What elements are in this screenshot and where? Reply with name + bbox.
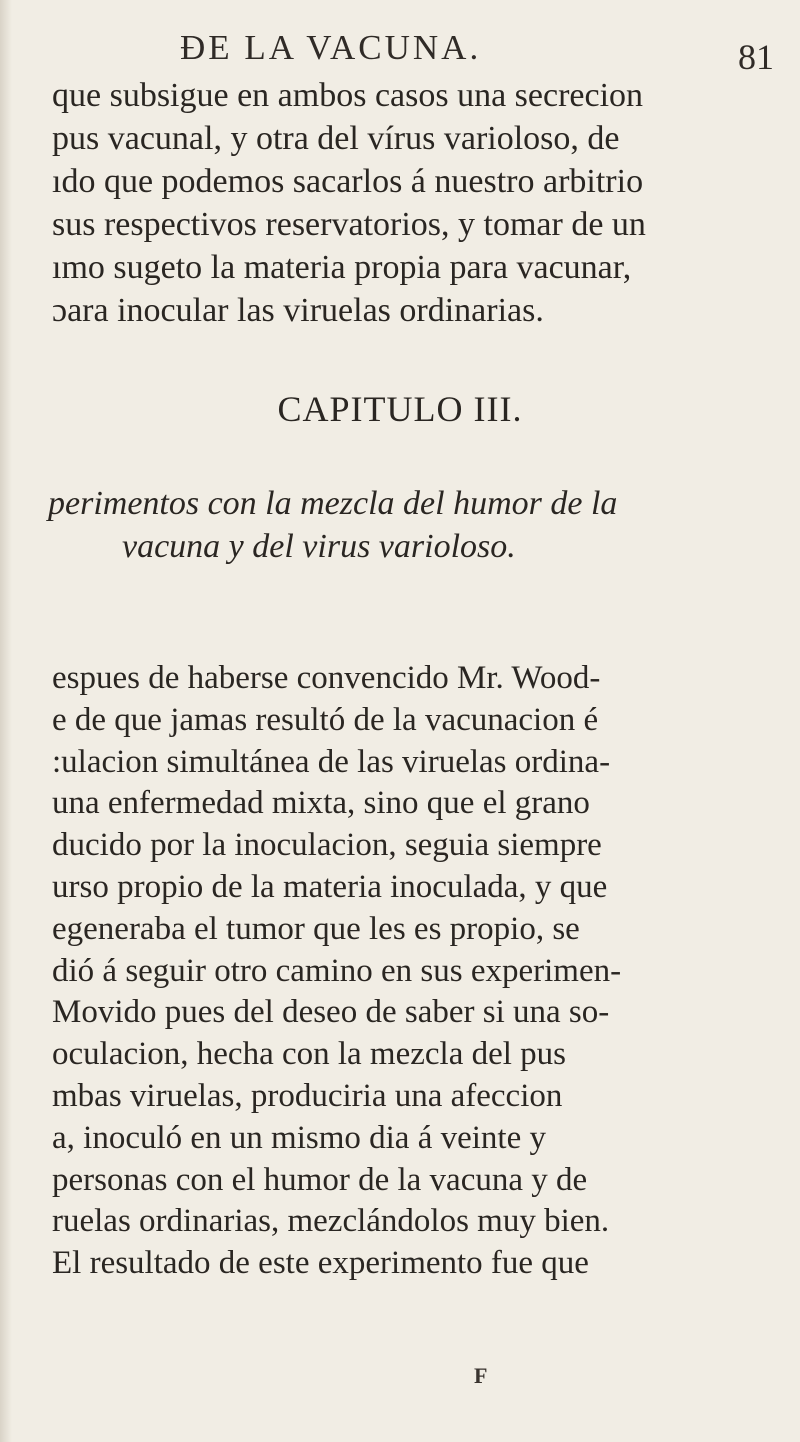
page-edge-shadow xyxy=(0,0,12,1442)
text-line: oculacion, hecha con la mezcla del pus xyxy=(52,1036,567,1073)
text-line: egeneraba el tumor que les es propio, se xyxy=(52,910,580,947)
text-line: una enfermedad mixta, sino que el grano xyxy=(52,785,590,822)
subtitle-line: vacuna y del virus varioloso. xyxy=(122,528,516,565)
text-line: ruelas ordinarias, mezclándolos muy bien. xyxy=(52,1203,610,1240)
text-line: ducido por la inoculacion, seguia siempre xyxy=(52,827,602,864)
chapter-subtitle xyxy=(48,482,770,568)
paragraph-bottom xyxy=(52,658,770,1285)
page-number: 81 xyxy=(738,37,774,77)
text-line: ıdo que podemos sacarlos á nuestro arbitrio xyxy=(52,163,644,200)
running-head: ÐE LA VACUNA. xyxy=(180,28,482,67)
text-line: mbas viruelas, produciria una afeccion xyxy=(52,1077,563,1114)
paragraph-top xyxy=(52,74,770,332)
text-line: e de que jamas resultó de la vacunacion é xyxy=(52,701,599,738)
text-line: sus respectivos reservatorios, y tomar de un xyxy=(52,206,646,243)
text-line: ımo sugeto la materia propia para vacunar, xyxy=(52,249,632,286)
text-line: espues de haberse convencido Mr. Wood- xyxy=(52,660,601,696)
text-line: urso propio de la materia inoculada, y que xyxy=(52,868,608,905)
text-line: :ulacion simultánea de las viruelas ordina- xyxy=(52,743,611,780)
signature-mark: F xyxy=(474,1363,488,1388)
subtitle-line: perimentos con la mezcla del humor de la xyxy=(48,485,618,522)
text-line: El resultado de este experimento fue que xyxy=(52,1245,589,1282)
text-line: dió á seguir otro camino en sus experimen- xyxy=(52,952,622,989)
text-line: ɔara inocular las viruelas ordinarias. xyxy=(52,292,544,329)
text-line: a, inoculó en un mismo dia á veinte y xyxy=(52,1119,546,1156)
text-line: pus vacunal, y otra del vírus varioloso, de xyxy=(52,120,620,157)
text-line: personas con el humor de la vacuna y de xyxy=(52,1161,588,1198)
text-line: que subsigue en ambos casos una secrecion xyxy=(52,77,644,114)
text-line: Movido pues del deseo de saber si una so- xyxy=(52,994,610,1031)
chapter-title: CAPITULO III. xyxy=(277,389,523,429)
